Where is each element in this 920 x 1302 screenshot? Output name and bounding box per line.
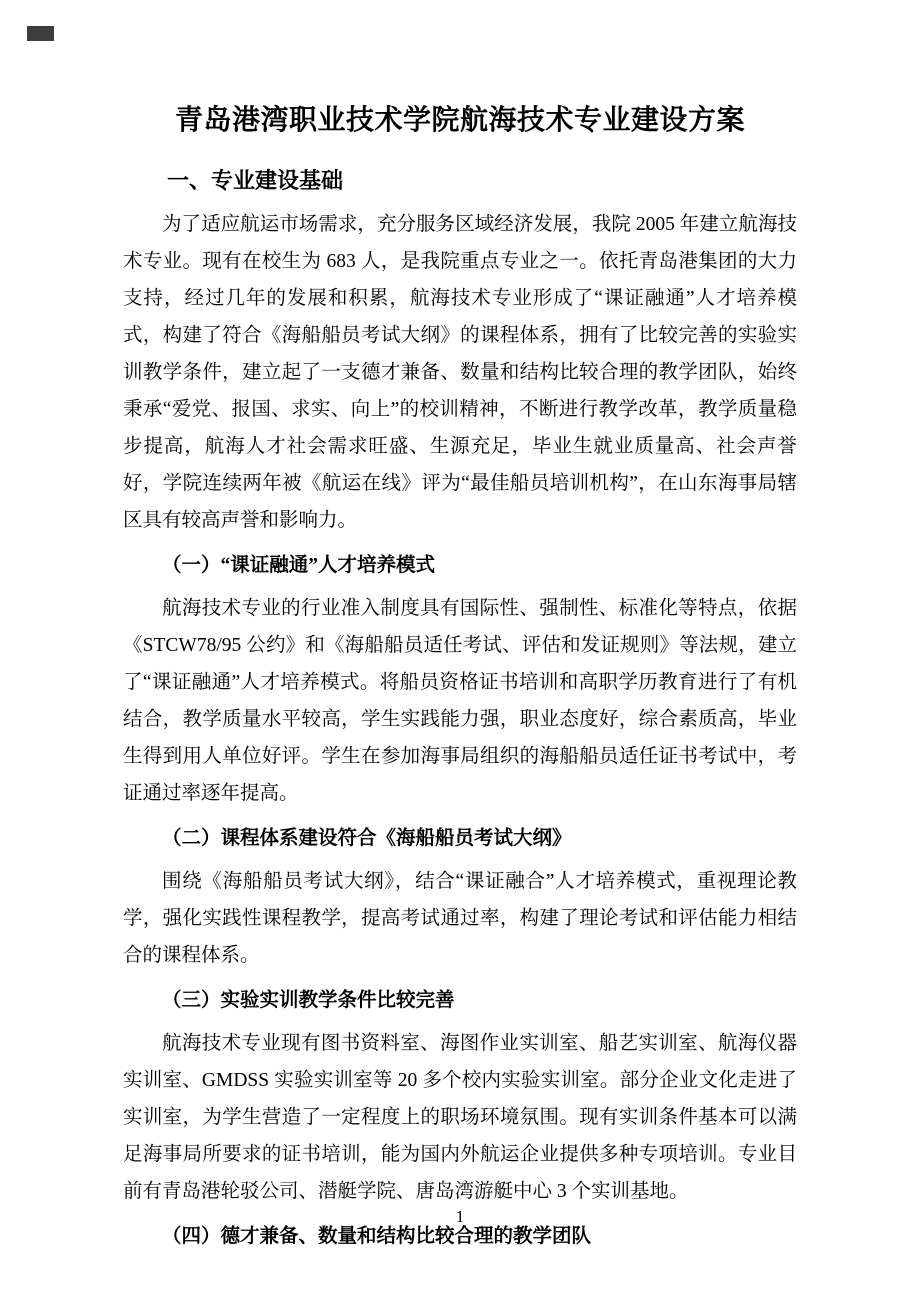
heading: 一、专业建设基础 [167,168,344,193]
paragraph: 为了适应航运市场需求，充分服务区域经济发展，我院 2005 年建立航海技术专业。现有在校生为 683 人，是我院重点专业之一。依托青岛港集团的大力支持，经过几年的发展和积累，航海技术专业形成了“课证融通”人才培养模式，构建了符合《海船船员考试大纲》的课程体系，拥有了比较完善的实验实训教学条件，建立起了一支德才兼备、数量和结构比较合理的教学团队，始终秉承“爱党、报国、求实、向上”的校训精神，不断进行教学改革，教学质量稳步提高，航海人才社会需求旺盛、生源充足，毕业生就业质量高、社会声誉好，学院连续两年被《航运在线》评为“最佳船员培训机构”，在山东海事局辖区具有较高声誉和影响力。 [123,214,797,531]
paragraph: 围绕《海船船员考试大纲》，结合“课证融合”人才培养模式，重视理论教学，强化实践性课程教学，提高考试通过率，构建了理论考试和评估能力相结合的课程体系。 [123,871,797,966]
subheading: （三）实验实训教学条件比较完善 [162,990,455,1011]
paragraph: 航海技术专业现有图书资料室、海图作业实训室、船艺实训室、航海仪器实训室、GMDSS 实验实训室等 20 多个校内实验实训室。部分企业文化走进了实训室，为学生营造了一定程度上的职场环境氛围。现有实训条件基本可以满足海事局所要求的证书培训，能为国内外航运企业提供多种专项培训。专业目前有青岛港轮驳公司、潜艇学院、唐岛湾游艇中心 3 个实训基地。 [123,1033,797,1202]
document-blocks [123,162,797,1255]
document-title: 青岛港湾职业技术学院航海技术专业建设方案 [174,105,745,136]
corner-mark [27,26,54,41]
subheading: （二）课程体系建设符合《海船船员考试大纲》 [162,828,572,849]
subheading: （四）德才兼备、数量和结构比较合理的教学团队 [162,1226,592,1247]
paragraph: 航海技术专业的行业准入制度具有国际性、强制性、标准化等特点，依据《STCW78/95 公约》和《海船船员适任考试、评估和发证规则》等法规，建立了“课证融通”人才培养模式。将船员资格证书培训和高职学历教育进行了有机结合，教学质量水平较高，学生实践能力强，职业态度好，综合素质高，毕业生得到用人单位好评。学生在参加海事局组织的海船船员适任证书考试中，考证通过率逐年提高。 [123,598,797,804]
page-number: 1 [455,1207,465,1226]
document-content [123,0,797,1255]
subheading: （一）“课证融通”人才培养模式 [162,555,436,576]
